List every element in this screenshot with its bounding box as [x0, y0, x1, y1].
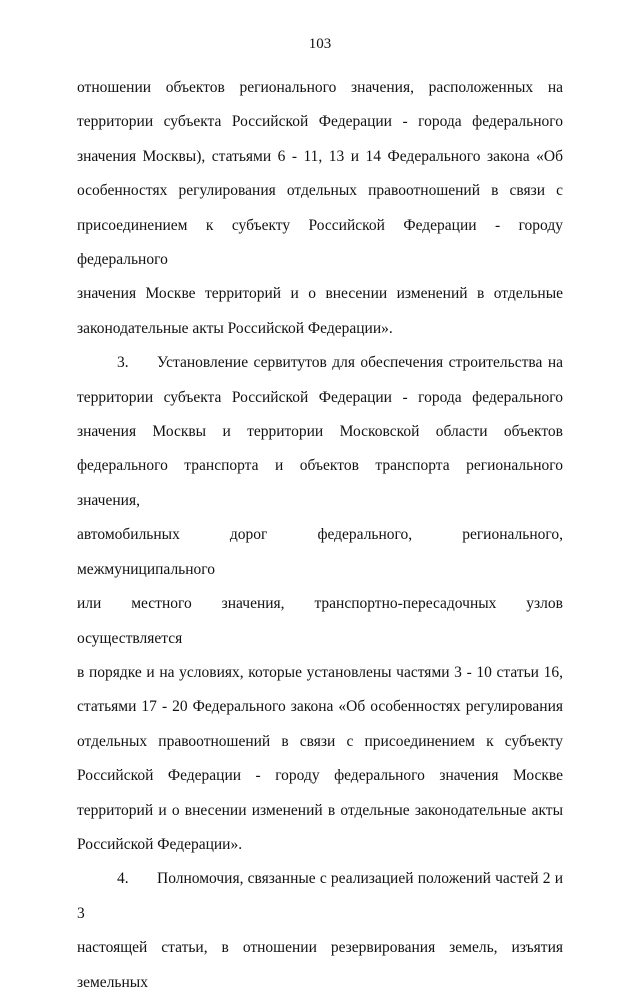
document-body — [77, 71, 563, 1000]
item-number: 3. — [117, 354, 129, 372]
text-line: отношении объектов регионального значения, расположенных на — [77, 79, 563, 96]
text-line: статьями 17 - 20 Федерального закона «Об особенностях регулирования — [77, 698, 563, 716]
text-line: отдельных правоотношений в связи с присоединением к субъекту — [77, 732, 563, 750]
item-first-line-text: Установление сервитутов для обеспечения строительства на — [157, 354, 563, 372]
text-line-first — [77, 346, 563, 380]
text-line: значения Москве территорий и о внесении изменений в отдельные — [77, 285, 563, 303]
text-line: территорий и о внесении изменений в отдельные законодательные акты — [77, 801, 563, 819]
text-line: или местного значения, транспортно-пересадочных узлов осуществляется — [77, 595, 563, 647]
text-line: особенностях регулирования отдельных правоотношений в связи с — [77, 182, 563, 200]
text-line: территории субъекта Российской Федерации - города федерального — [77, 388, 563, 406]
item-first-line-text: Полномочия, связанные с реализацией положений частей 2 и 3 — [77, 870, 563, 922]
paragraph-item-4 — [77, 862, 563, 1000]
text-line: федерального транспорта и объектов транспорта регионального значения, — [77, 457, 563, 509]
text-line: значения Москвы), статьями 6 - 11, 13 и 14 Федерального закона «Об — [77, 147, 563, 165]
text-line: автомобильных дорог федерального, регионального, межмуниципального — [77, 526, 563, 578]
text-line: территории субъекта Российской Федерации - города федерального — [77, 113, 563, 131]
text-line: в порядке и на условиях, которые установлены частями 3 - 10 статьи 16, — [77, 663, 563, 681]
item-number: 4. — [117, 870, 129, 888]
text-line: Российской Федерации». — [77, 835, 243, 853]
text-line: значения Москвы и территории Московской области объектов — [77, 423, 563, 441]
text-line: присоединением к субъекту Российской Федерации - городу федерального — [77, 216, 563, 269]
text-line: Российской Федерации - городу федерального значения Москве — [77, 767, 563, 785]
paragraph-item-3 — [77, 346, 563, 862]
page-number: 103 — [308, 36, 332, 52]
paragraph-continuation — [77, 71, 563, 346]
text-line: настоящей статьи, в отношении резервирования земель, изъятия земельных — [77, 939, 563, 991]
text-line-first — [77, 862, 563, 931]
text-line: законодательные акты Российской Федерации». — [77, 319, 393, 337]
